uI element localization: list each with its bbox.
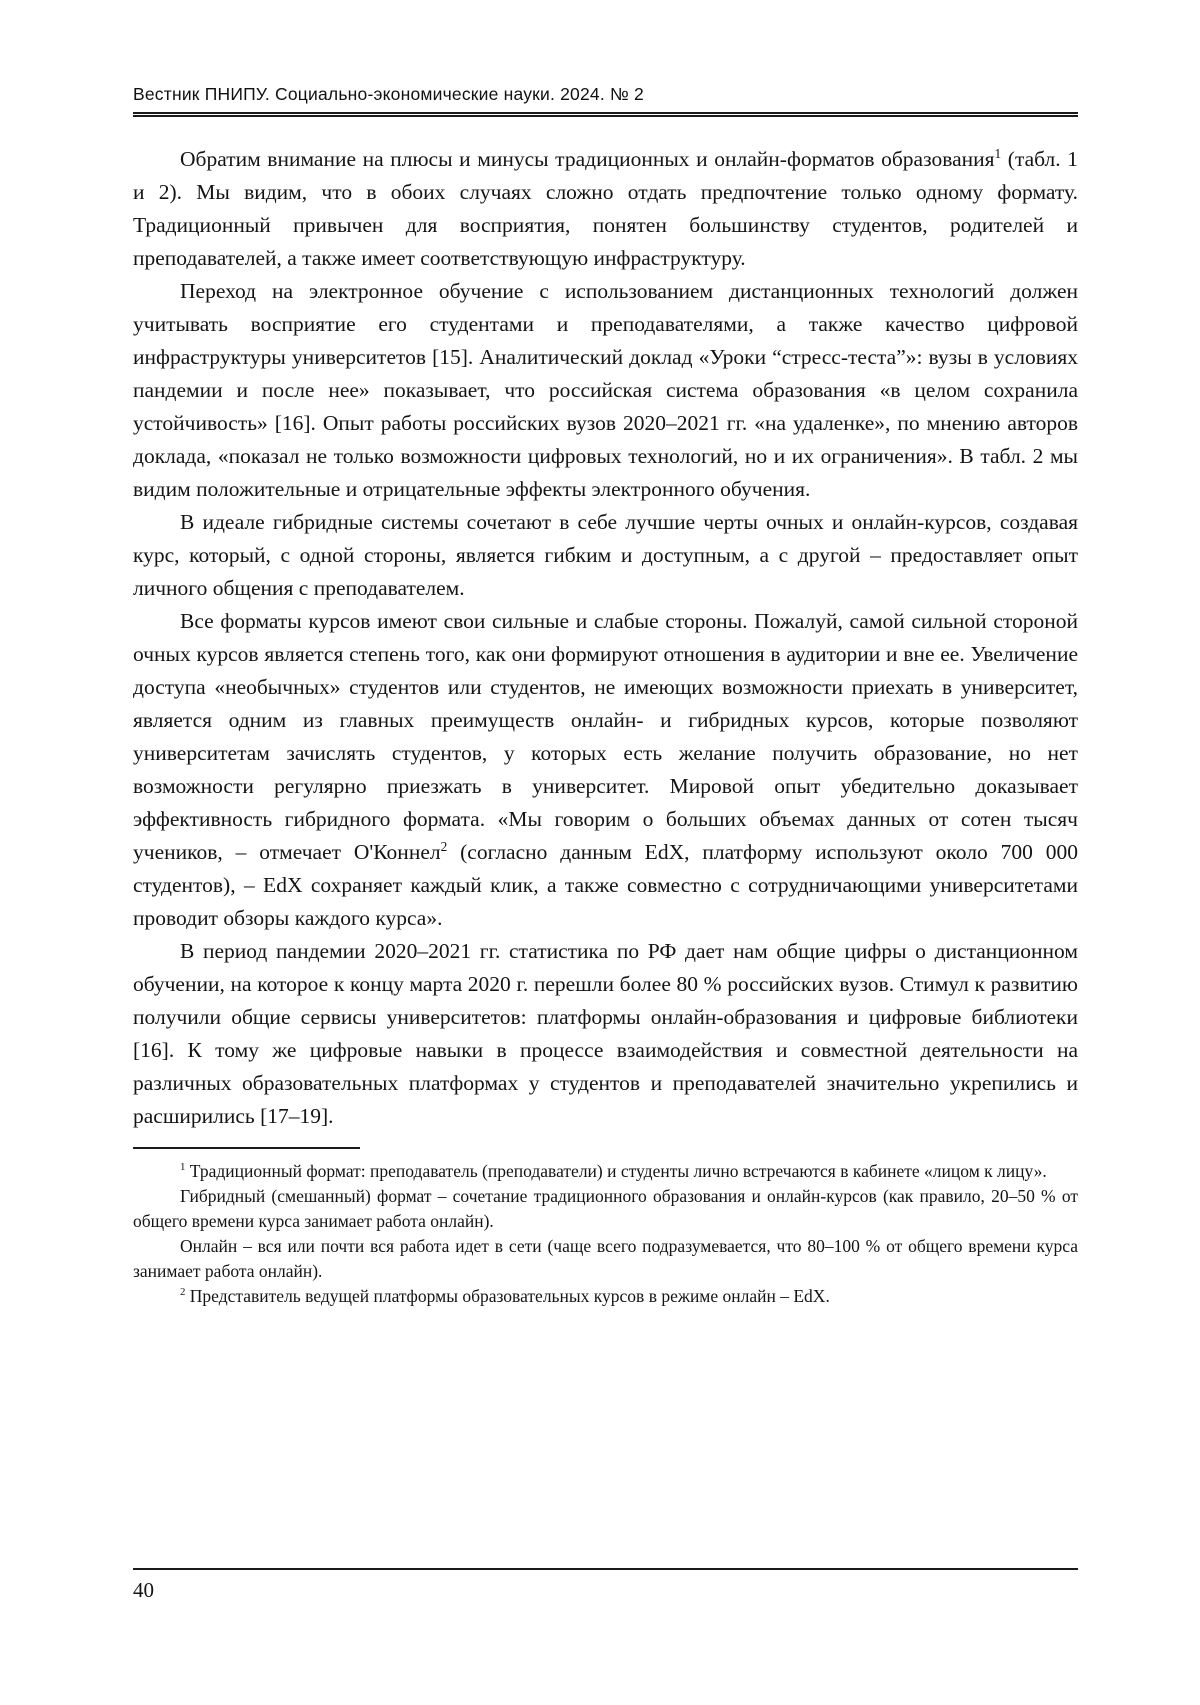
footnote-number-2: 2 bbox=[180, 1286, 186, 1299]
body-paragraph-1 bbox=[133, 143, 1078, 275]
paragraph-text: Обратим внимание на плюсы и минусы традиционных и онлайн-форматов образования bbox=[180, 147, 995, 171]
footnote-text: Представитель ведущей платформы образовательных курсов в режиме онлайн – EdX. bbox=[185, 1286, 830, 1306]
body-paragraph-5: В период пандемии 2020–2021 гг. статистика по РФ дает нам общие цифры о дистанционном обучении, на которое к концу марта 2020 г. перешли более 80 % российских вузов. Стимул к развитию получили общие сервисы университетов: платформы онлайн-образования и цифровые библиотеки [16]. К тому же цифровые навыки в процессе взаимодействия и совместной деятельности на различных образовательных платформах у студентов и преподавателей значительно укрепились и расширились [17–19]. bbox=[133, 939, 1078, 1128]
paragraph-text: (согласно данным EdX, платформу используют около 700 000 студентов), – EdX сохраняет каждый клик, а также совместно с сотрудничающими университетами проводит обзоры каждого курса». bbox=[133, 840, 1078, 930]
footnote-1-continued-2: Онлайн – вся или почти вся работа идет в сети (чаще всего подразумевается, что 80–100 % от общего времени курса занимает работа онлайн). bbox=[133, 1236, 1078, 1281]
body-paragraph-3: В идеале гибридные системы сочетают в себе лучшие черты очных и онлайн-курсов, создавая курс, который, с одной стороны, является гибким и доступным, а с другой – предоставляет опыт личного общения с преподавателем. bbox=[133, 510, 1078, 600]
running-head: Вестник ПНИПУ. Социально-экономические науки. 2024. № 2 bbox=[133, 84, 1078, 117]
footnote-separator-rule bbox=[133, 1147, 360, 1149]
footnote-marker-2: 2 bbox=[440, 838, 448, 854]
footnote-text: Традиционный формат: преподаватель (преподаватели) и студенты лично встречаются в кабинете «лицом к лицу». bbox=[185, 1161, 1047, 1181]
footnote-1-continued: Гибридный (смешанный) формат – сочетание традиционного образования и онлайн-курсов (как правило, 20–50 % от общего времени курса занимает работа онлайн). bbox=[133, 1186, 1078, 1231]
body-paragraph-4 bbox=[133, 605, 1078, 935]
footnotes-block bbox=[133, 1147, 1078, 1309]
page-number: 40 bbox=[133, 1578, 154, 1602]
page-footer bbox=[133, 1568, 1078, 1603]
text-column bbox=[133, 84, 1078, 1309]
footnote-2 bbox=[133, 1284, 1078, 1309]
body-paragraph-2: Переход на электронное обучение с использованием дистанционных технологий должен учитывать восприятие его студентами и преподавателями, а также качество цифровой инфраструктуры университетов [15]. Аналитический доклад «Уроки “стресс-теста”»: вузы в условиях пандемии и после нее» показывает, что российская система образования «в целом сохранила устойчивость» [16]. Опыт работы российских вузов 2020–2021 гг. «на удаленке», по мнению авторов доклада, «показал не только возможности цифровых технологий, но и их ограничения». В табл. 2 мы видим положительные и отрицательные эффекты электронного обучения. bbox=[133, 279, 1078, 501]
paragraph-text: (табл. 1 и 2). Мы видим, что в обоих случаях сложно отдать предпочтение только одному формату. Традиционный привычен для восприятия, понятен большинству студентов, родителей и преподавателей, а также имеет соответствующую инфраструктуру. bbox=[133, 147, 1078, 270]
footnote-1 bbox=[133, 1159, 1078, 1184]
paragraph-text: Все форматы курсов имеют свои сильные и слабые стороны. Пожалуй, самой сильной стороной очных курсов является степень того, как они формируют отношения в аудитории и вне ее. Увеличение доступа «необычных» студентов или студентов, не имеющих возможности приехать в университет, является одним из главных преимуществ онлайн- и гибридных курсов, которые позволяют университетам зачислять студентов, у которых есть желание получить образование, но нет возможности регулярно приезжать в университет. Мировой опыт убедительно доказывает эффективность гибридного формата. «Мы говорим о больших объемах данных от сотен тысяч учеников, – отмечает О'Коннел bbox=[133, 609, 1078, 864]
footnote-number-1: 1 bbox=[180, 1161, 186, 1174]
footnote-marker-1: 1 bbox=[994, 145, 1002, 161]
article-body bbox=[133, 143, 1078, 1133]
